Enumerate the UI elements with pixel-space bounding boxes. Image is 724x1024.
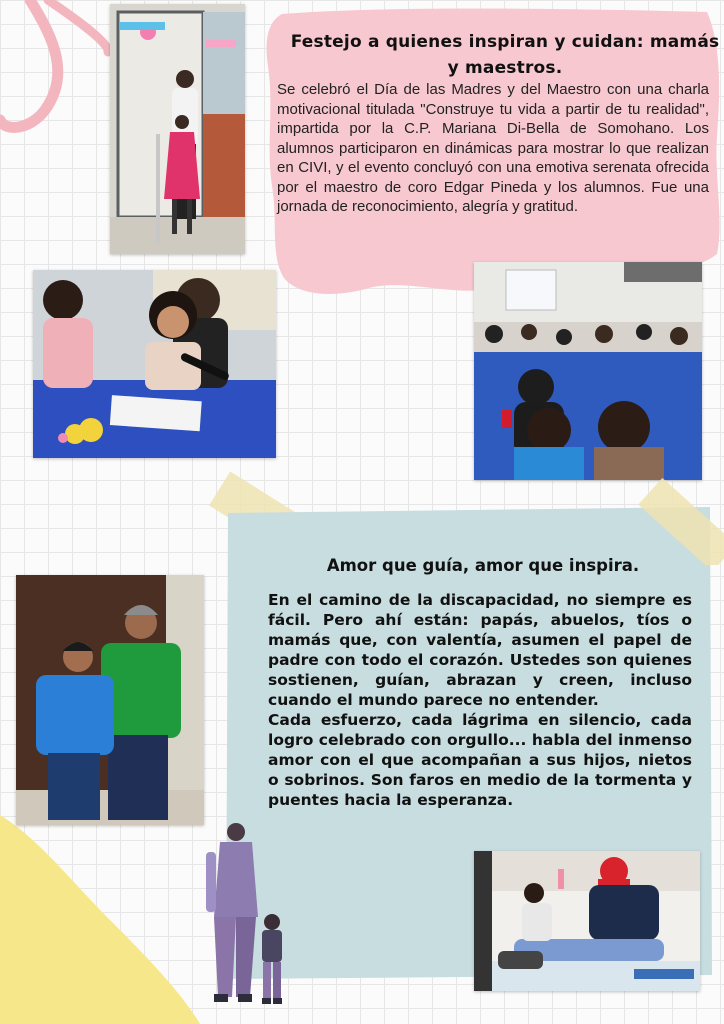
photo-mother-daughter	[110, 4, 245, 254]
section2-title: Amor que guía, amor que inspira.	[326, 555, 640, 575]
section2-paragraph-1: En el camino de la discapacidad, no siempre es fácil. Pero ahí están: papás, abuelos, tíos o mamás que, con valentía, asumen el papel de padre con todo el corazón. Ustedes son quienes sostienen, guían, abrazan y creen, incluso cuando el mundo parece no entender.	[268, 591, 692, 709]
photo-stretching-exercise	[474, 851, 700, 991]
decorative-pink-swirl-icon	[0, 0, 115, 140]
grandfather-and-child-illustration-icon	[192, 822, 292, 1012]
yellow-corner-blob	[0, 800, 200, 1024]
section2-paragraph-2: Cada esfuerzo, cada lágrima en silencio, cada logro celebrado con orgullo... habla del inmenso amor con el que acompañan a sus hijos, nietos o sobrinos. Son faros en medio de la tormenta y puentes hacia la esperanza.	[268, 711, 692, 809]
photo-boy-grandfather	[16, 575, 204, 825]
section2-body	[268, 590, 692, 810]
photo-audience-room	[474, 262, 702, 480]
yellow-tape-right	[630, 470, 724, 565]
section1-body: Se celebró el Día de las Madres y del Maestro con una charla motivacional titulada "Construye tu vida a partir de tu realidad", impartida por la C.P. Mariana Di-Bella de Somohano. Los alumnos participaron en dinámicas para mostrar lo que realizan en CIVI, y el evento concluyó con una emotiva serenata ofrecida por el maestro de coro Edgar Pineda y los alumnos. Fue una jornada de reconocimiento, alegría y gratitud.	[277, 81, 709, 215]
section1-title: Festejo a quienes inspiran y cuidan: mamás y maestros.	[290, 32, 720, 79]
photo-girl-microphone	[33, 270, 276, 458]
